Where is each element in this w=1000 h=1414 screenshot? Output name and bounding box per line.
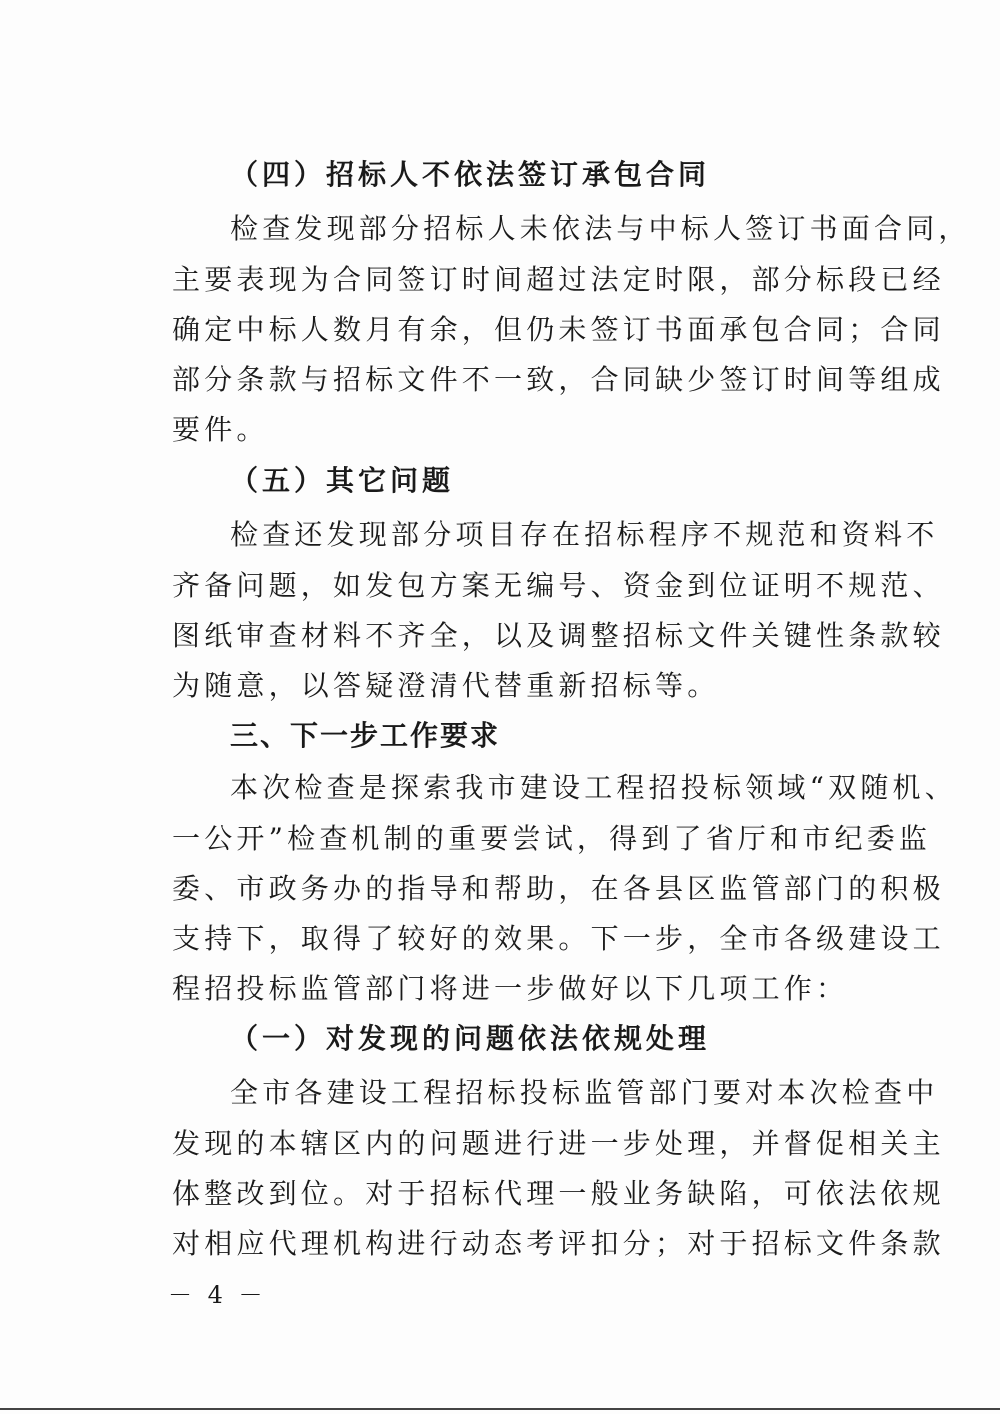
paragraph-line: 体整改到位。对于招标代理一般业务缺陷，可依法依规 xyxy=(172,1177,945,1210)
paragraph-line: 一公开”检查机制的重要尝试，得到了省厅和市纪委监 xyxy=(172,822,932,855)
section-heading: （一）对发现的问题依法依规处理 xyxy=(230,1022,711,1055)
paragraph-line: 委、市政务办的指导和帮助，在各县区监管部门的积极 xyxy=(172,872,945,905)
part-heading: 三、下一步工作要求 xyxy=(230,719,501,752)
paragraph-line: 确定中标人数月有余，但仍未签订书面承包合同；合同 xyxy=(172,313,945,346)
section-heading: （五）其它问题 xyxy=(230,464,455,497)
paragraph-line: 部分条款与招标文件不一致，合同缺少签订时间等组成 xyxy=(172,363,945,396)
paragraph-line: 对相应代理机构进行动态考评扣分；对于招标文件条款 xyxy=(172,1227,945,1260)
paragraph-line: 齐备问题，如发包方案无编号、资金到位证明不规范、 xyxy=(172,569,945,602)
paragraph-line: 发现的本辖区内的问题进行进一步处理，并督促相关主 xyxy=(172,1127,945,1160)
paragraph-line: 主要表现为合同签订时间超过法定时限，部分标段已经 xyxy=(172,263,945,296)
paragraph-line: 程招投标监管部门将进一步做好以下几项工作： xyxy=(172,972,849,1005)
paragraph-line: 为随意，以答疑澄清代替重新招标等。 xyxy=(172,669,720,702)
paragraph-line: 本次检查是探索我市建设工程招投标领域“双随机、 xyxy=(230,771,957,804)
section-heading: （四）招标人不依法签订承包合同 xyxy=(230,158,711,191)
page-number: － 4 － xyxy=(168,1281,267,1309)
paragraph-line: 全市各建设工程招标投标监管部门要对本次检查中 xyxy=(230,1076,939,1109)
paragraph-line: 支持下，取得了较好的效果。下一步，全市各级建设工 xyxy=(172,922,945,955)
paragraph-line: 检查还发现部分项目存在招标程序不规范和资料不 xyxy=(230,518,939,551)
paragraph-line: 要件。 xyxy=(172,413,269,446)
paragraph-line: 图纸审查材料不齐全，以及调整招标文件关键性条款较 xyxy=(172,619,945,652)
page-edge-divider xyxy=(0,1408,1000,1410)
paragraph-line: 检查发现部分招标人未依法与中标人签订书面合同， xyxy=(230,212,971,245)
